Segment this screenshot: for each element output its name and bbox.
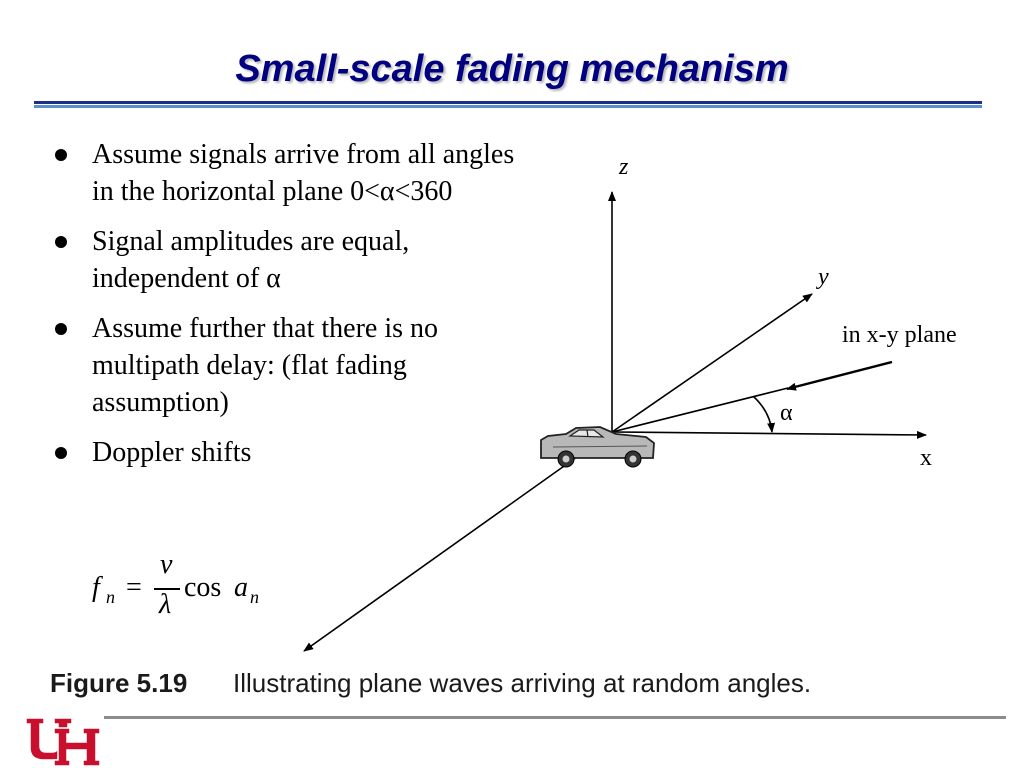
bullet-text: Assume signals arrive from all angles in the horizontal plane 0<α<360 xyxy=(92,139,515,207)
university-logo-icon xyxy=(24,716,104,768)
incoming-wave-arrow xyxy=(787,362,892,389)
equation-argument-subscript: n xyxy=(250,587,259,607)
equation-function: cos xyxy=(184,572,222,603)
y-axis-label: y xyxy=(818,264,829,290)
bullet-text: Signal amplitudes are equal, independent of α xyxy=(92,226,410,294)
equation-lhs-subscript: n xyxy=(106,587,115,607)
equation-denominator: λ xyxy=(159,589,172,620)
plane-annotation: in x-y plane xyxy=(842,322,957,348)
equation-lhs: f xyxy=(92,572,100,603)
z-axis-label: z xyxy=(619,154,629,180)
footer-rule xyxy=(104,716,1006,719)
bullet-text: Doppler shifts xyxy=(92,437,252,468)
x-axis-label: x xyxy=(920,445,932,471)
figure-caption-label: Figure 5.19 xyxy=(50,668,188,698)
figure-caption xyxy=(50,668,811,699)
equation-numerator: v xyxy=(160,549,173,580)
angle-arc xyxy=(754,397,772,432)
axes xyxy=(304,192,926,651)
angle-label: α xyxy=(780,400,793,426)
slide-title: Small-scale fading mechanism xyxy=(235,48,789,90)
figure-caption-text: Illustrating plane waves arriving at random angles. xyxy=(233,668,812,698)
bullet-text: Assume further that there is no multipath delay: (flat fading assumption) xyxy=(92,313,439,418)
wave-direction-line xyxy=(612,388,788,432)
x-axis xyxy=(612,432,926,435)
equation-equals: = xyxy=(126,572,142,603)
equation-argument: a xyxy=(234,572,248,603)
